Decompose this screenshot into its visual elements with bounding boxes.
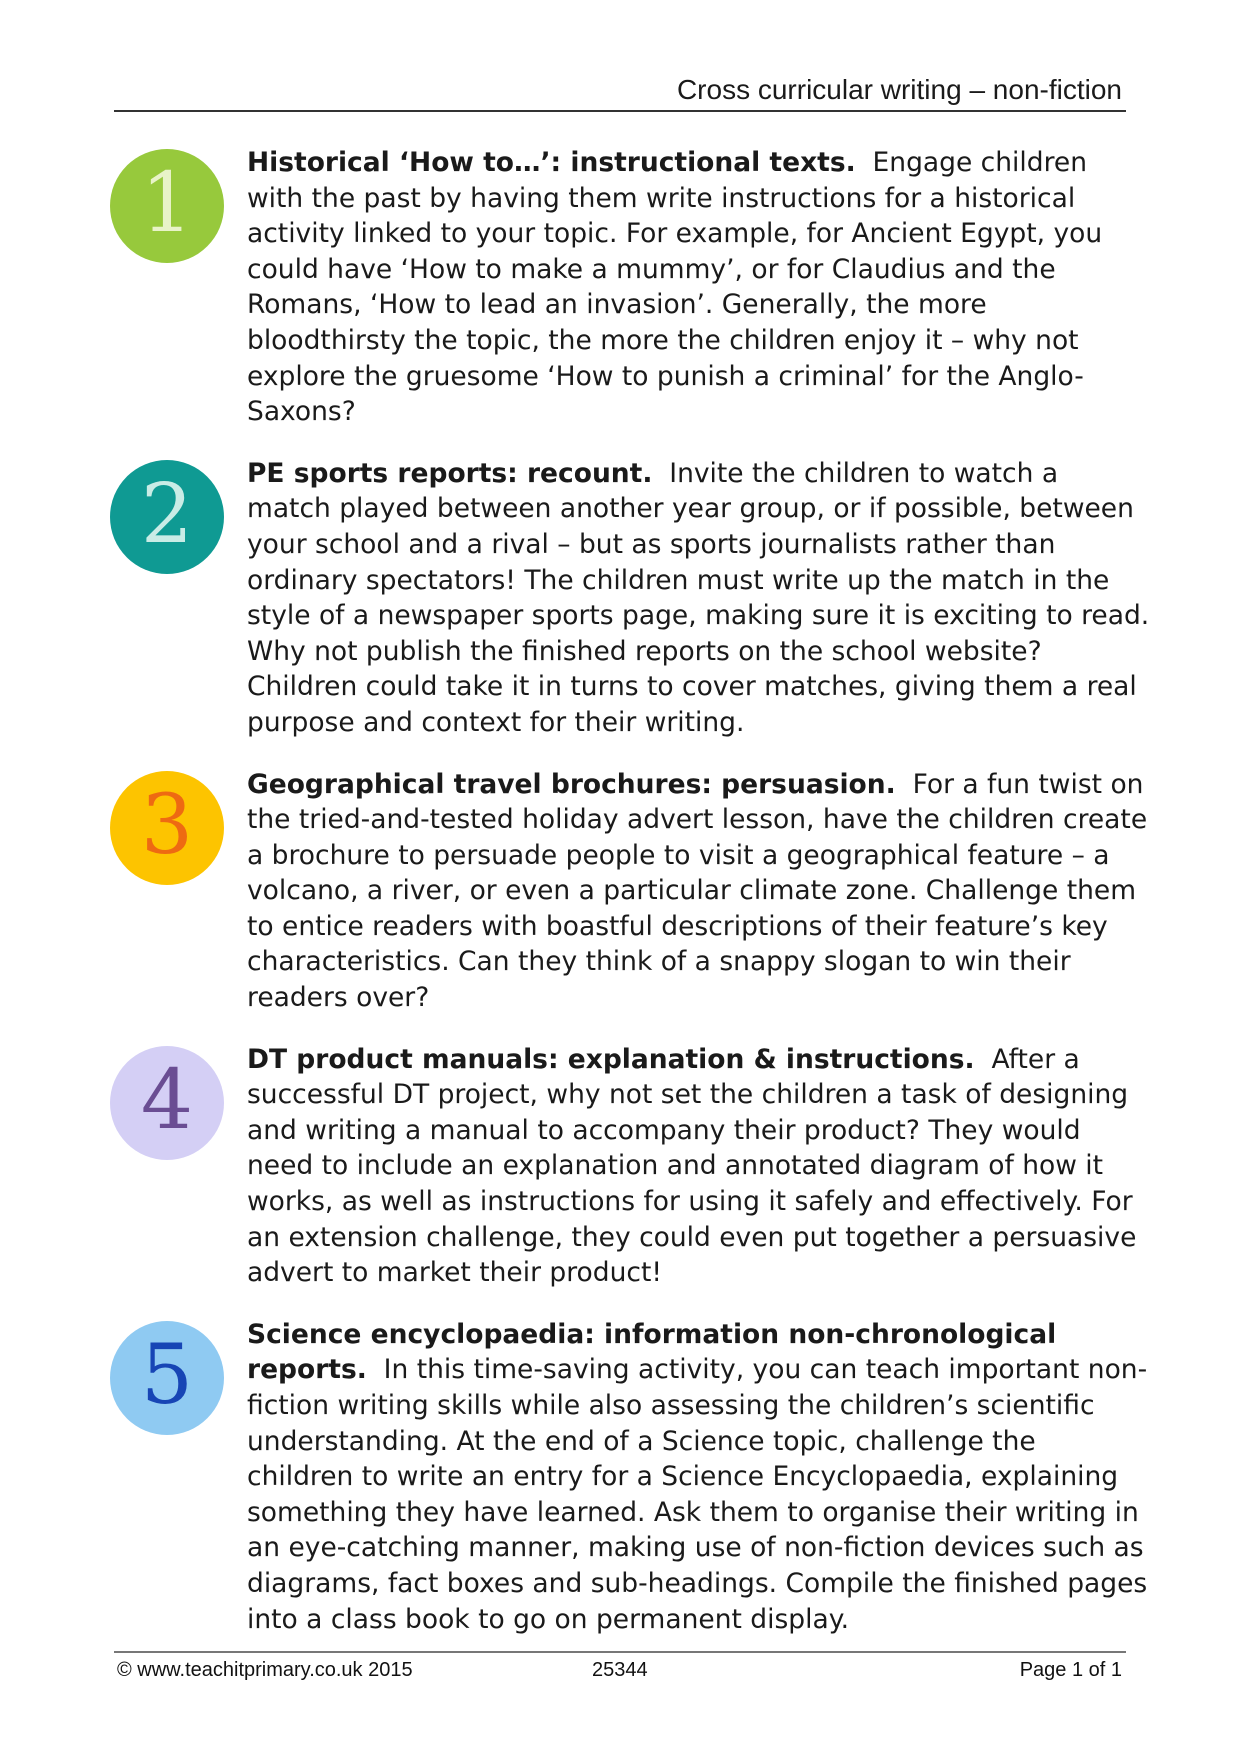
- activity-heading: Geographical travel brochures: persuasion.: [247, 768, 896, 800]
- activity-text: [247, 1317, 1150, 1637]
- activity-body: In this time-saving activity, you can teach important non-fiction writing skills while also assessing the children’s scientific understanding. At the end of a Science topic, challenge the children to write an entry for a Science Encyclopaedia, explaining something they have learned. Ask them to organise their writing in an eye-catching manner, making use of non-fiction devices such as diagrams, fact boxes and sub-headings. Compile the finished pages into a class book to go on permanent display.: [247, 1354, 1148, 1635]
- activity-body: After a successful DT project, why not set the children a task of designing and writing a manual to accompany their product? They would need to include an explanation and annotated diagram of how it works, as well as instructions for using it safely and effectively. For an extension challenge, they could even put together a persuasive advert to market their product!: [247, 1043, 1137, 1289]
- page-footer: [114, 1651, 1126, 1693]
- badge-number: 4: [140, 1052, 194, 1148]
- page-header: [114, 70, 1126, 112]
- activity-heading: Historical ‘How to…’: instructional texts.: [247, 147, 856, 178]
- number-badge-4: [110, 1046, 224, 1160]
- number-badge-2: [110, 460, 224, 574]
- badge-number: 2: [140, 466, 194, 562]
- copyright-text: © www.teachitprimary.co.uk 2015: [117, 1659, 413, 1681]
- activity-heading: PE sports reports: recount.: [247, 457, 653, 489]
- activity-item-5: [110, 1317, 1150, 1637]
- activity-text: [247, 145, 1150, 430]
- activity-item-1: [110, 145, 1150, 430]
- activity-body: Invite the children to watch a match played between another year group, or if possible, between your school and a rival – but as sports journalists rather than ordinary spectators! The children must write up the match in the style of a newspaper sports page, making sure it is exciting to read. Why not publish the finished reports on the school website? Children could take it in turns to cover matches, giving them a real purpose and context for their writing.: [247, 457, 1150, 738]
- activity-text: [247, 767, 1150, 1016]
- page-number: Page 1 of 1: [1019, 1659, 1122, 1681]
- activity-body: For a fun twist on the tried-and-tested holiday advert lesson, have the children create a brochure to persuade people to visit a geographical feature – a volcano, a river, or even a particular climate zone. Challenge them to entice readers with boastful descriptions of their feature’s key characteristics. Can they think of a snappy slogan to win their readers over?: [247, 768, 1148, 1014]
- activity-item-3: [110, 767, 1150, 1016]
- activity-heading: Science encyclopaedia: information non-chronological reports.: [247, 1318, 1057, 1386]
- number-badge-3: [110, 771, 224, 885]
- document-title: Cross curricular writing – non-fiction: [676, 74, 1122, 105]
- activity-list: [110, 145, 1150, 1663]
- activity-body: Engage children with the past by having them write instructions for a historical activity linked to your topic. For example, for Ancient Egypt, you could have ‘How to make a mummy’, or for Claudius and the Romans, ‘How to lead an invasion’. Generally, the more bloodthirsty the topic, the more the children enjoy it – why not explore the gruesome ‘How to punish a criminal’ for the Anglo-Saxons?: [247, 147, 1103, 428]
- activity-text: [247, 1042, 1150, 1291]
- badge-number: 3: [140, 777, 194, 873]
- badge-number: 5: [140, 1327, 194, 1423]
- number-badge-1: [110, 149, 224, 263]
- activity-item-4: [110, 1042, 1150, 1291]
- activity-item-2: [110, 456, 1150, 741]
- activity-heading: DT product manuals: explanation & instructions.: [247, 1043, 975, 1075]
- badge-number: 1: [140, 156, 194, 251]
- activity-text: [247, 456, 1150, 741]
- resource-code: 25344: [592, 1659, 648, 1681]
- number-badge-5: [110, 1321, 224, 1435]
